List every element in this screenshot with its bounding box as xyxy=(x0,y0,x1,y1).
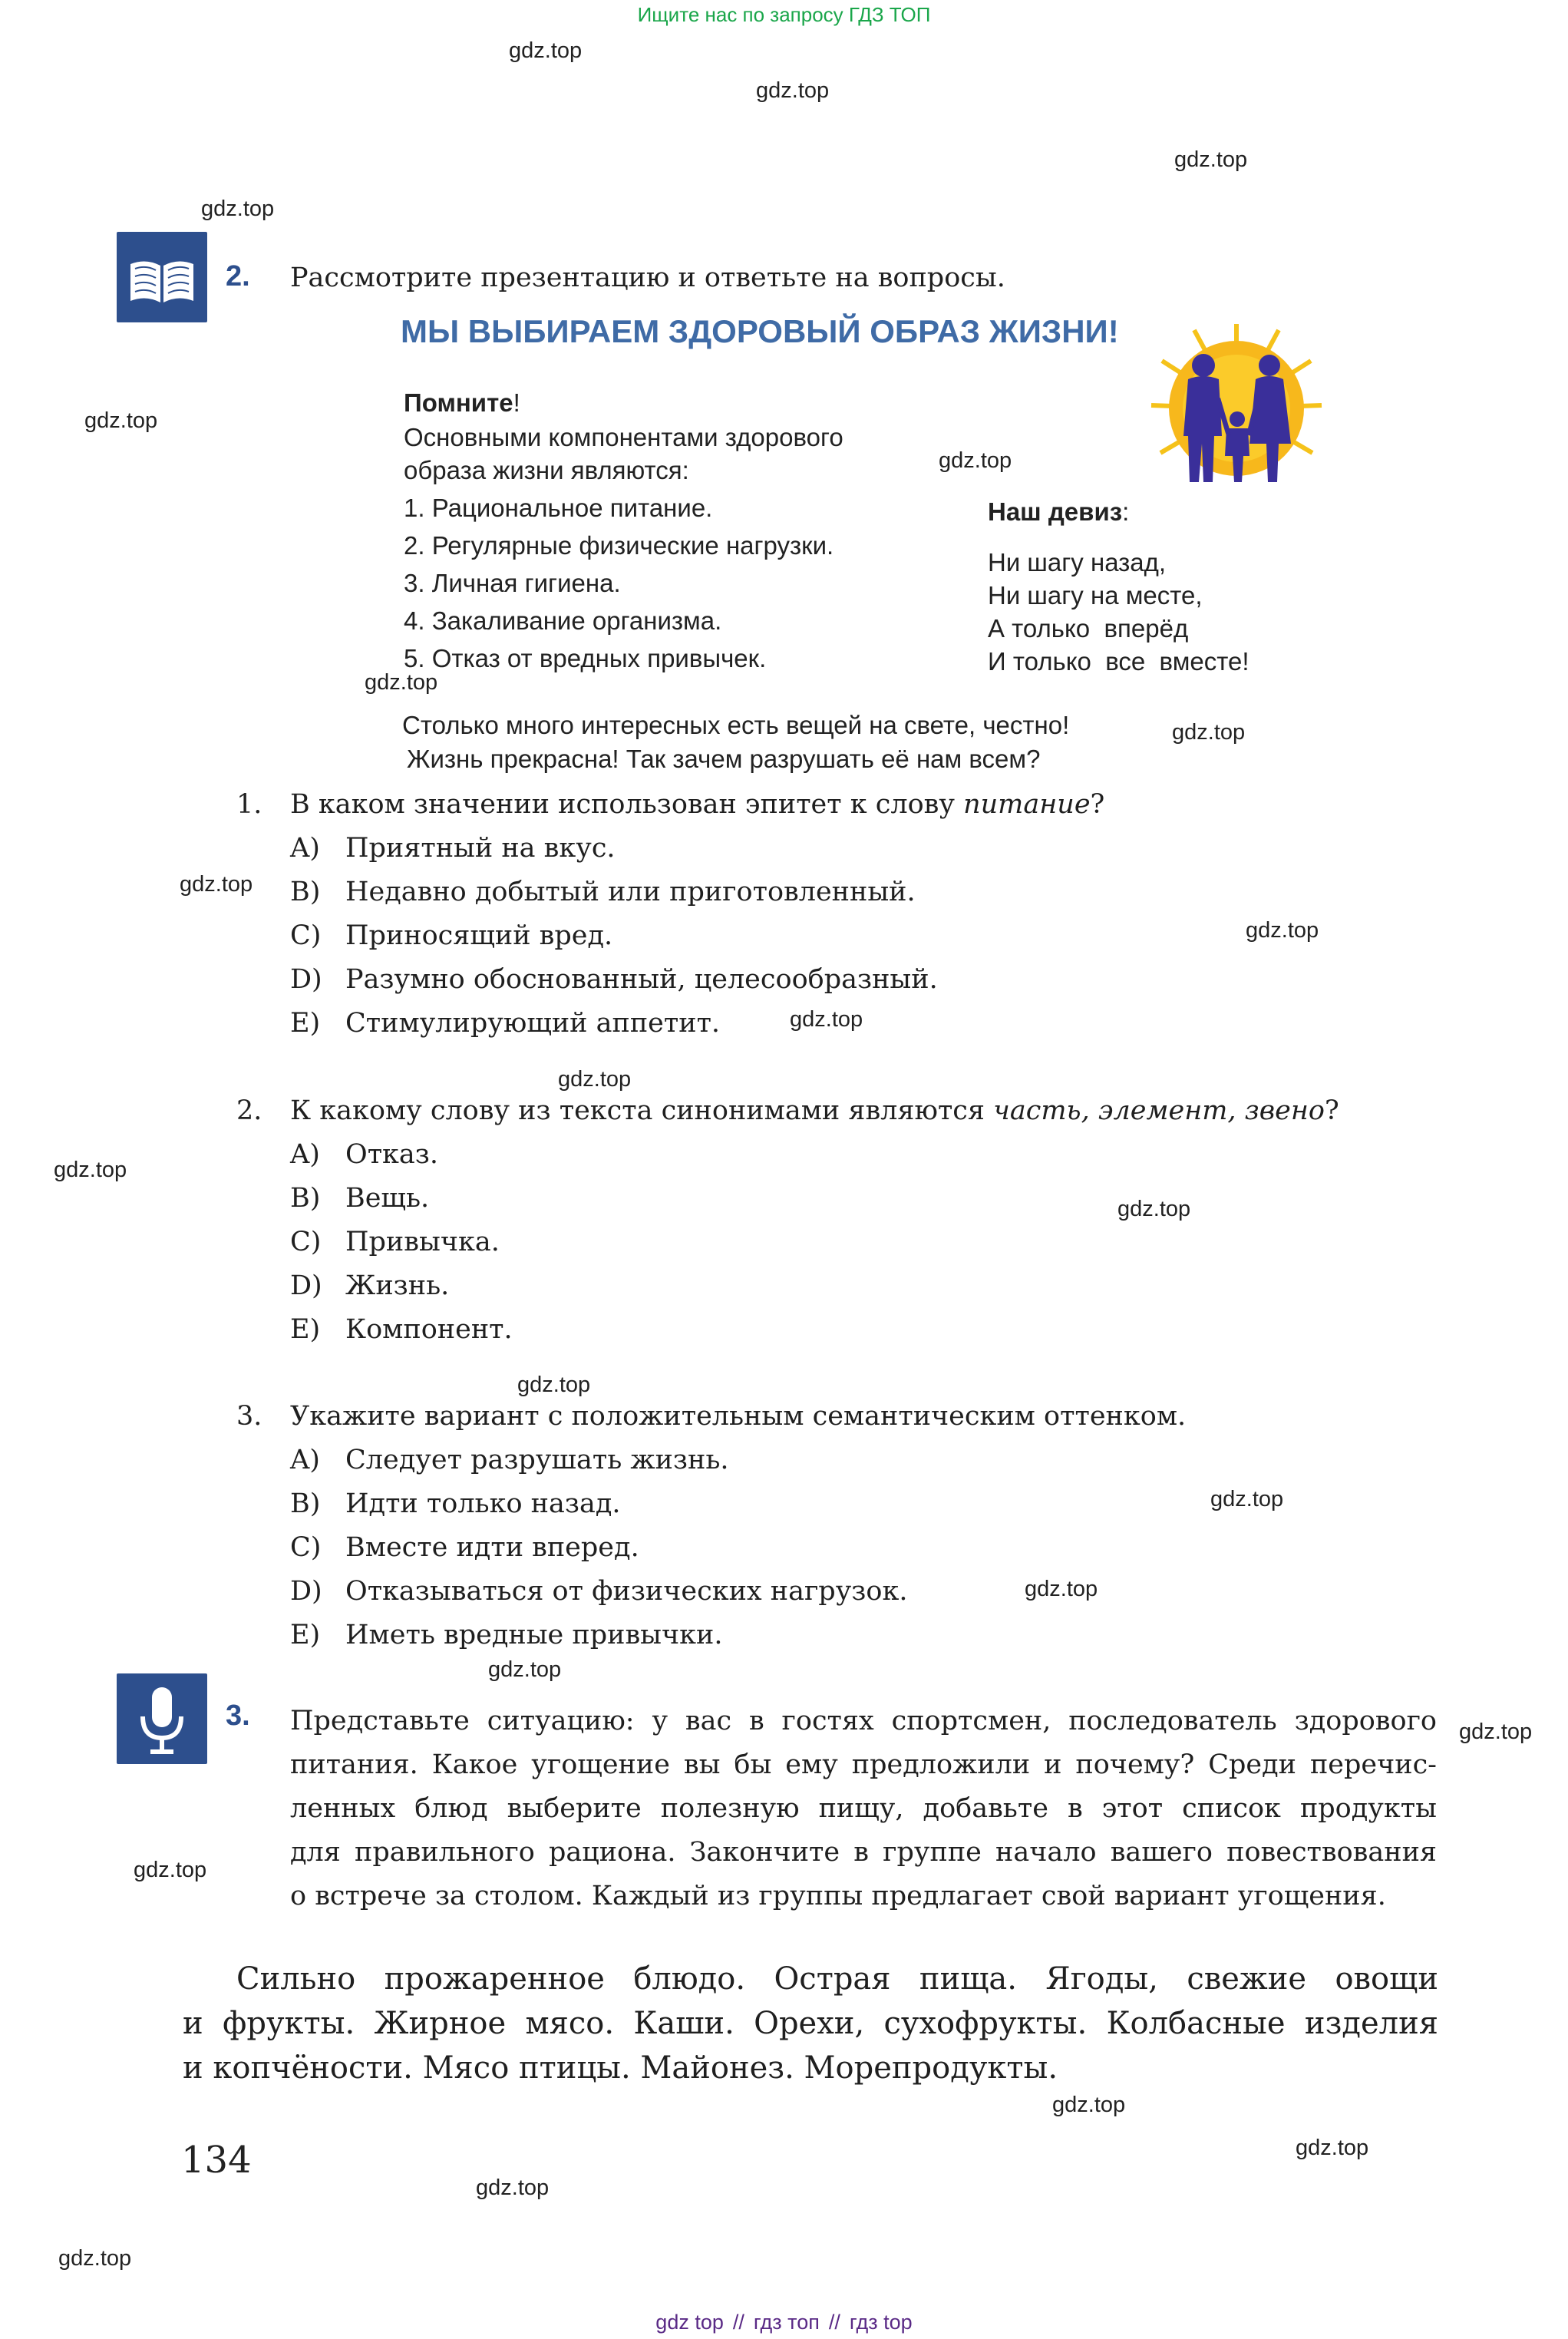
watermark: gdz.top xyxy=(1172,720,1246,745)
footer-link[interactable]: гдз top xyxy=(849,2311,913,2334)
footer-separator: // xyxy=(828,2311,840,2334)
closing-line: Жизнь прекрасна! Так зачем разрушать её нам всем? xyxy=(407,745,1041,773)
component-item: 4. Закаливание организма. xyxy=(404,606,722,635)
task-instruction: Рассмотрите презентацию и ответьте на вопросы. xyxy=(290,263,1005,293)
answer-option: D) Жизнь. xyxy=(290,1270,450,1301)
answer-option: A) Приятный на вкус. xyxy=(290,833,616,864)
watermark: gdz.top xyxy=(1052,2093,1126,2117)
watermark: gdz.top xyxy=(54,1158,127,1182)
motto-line: Ни шагу на месте, xyxy=(988,581,1203,610)
microphone-icon xyxy=(117,1673,207,1764)
motto-line: И только все вместе! xyxy=(988,647,1249,676)
question-text: К какому слову из текста синонимами являются часть, элемент, звено? xyxy=(290,1095,1339,1126)
task3-text: Представьте ситуацию: у вас в гостях спортсмен, последователь здорового питания. Какое угощение вы бы ему предложили и почему? Среди перечис- ленных блюд выберите полезную пищу, добавьте в этот список продукты для правильного рациона. Закончите в группе начало вашего повествования о встрече за столом. Каждый из группы предлагает свой вариант угощения. xyxy=(290,1706,1437,1911)
question-number: 3. xyxy=(236,1401,262,1432)
answer-option: A) Отказ. xyxy=(290,1139,439,1170)
presentation-title: МЫ ВЫБИРАЕМ ЗДОРОВЫЙ ОБРАЗ ЖИЗНИ! xyxy=(401,313,1119,349)
answer-option: C) Привычка. xyxy=(290,1227,500,1257)
watermark: gdz.top xyxy=(476,2175,550,2200)
intro-line: образа жизни являются: xyxy=(404,456,689,484)
watermark: gdz.top xyxy=(1174,147,1248,172)
question-number: 1. xyxy=(236,789,262,820)
watermark: gdz.top xyxy=(517,1373,591,1397)
answer-option: E) Иметь вредные привычки. xyxy=(290,1620,723,1650)
watermark: gdz.top xyxy=(1246,918,1319,943)
intro-line: Основными компонентами здорового xyxy=(404,423,843,451)
watermark: gdz.top xyxy=(939,448,1012,473)
watermark: gdz.top xyxy=(1210,1487,1284,1511)
search-banner: Ищите нас по запросу ГДЗ ТОП xyxy=(637,3,931,26)
page-number: 134 xyxy=(181,2139,252,2182)
component-item: 5. Отказ от вредных привычек. xyxy=(404,644,767,672)
watermark: gdz.top xyxy=(790,1007,863,1032)
answer-option: B) Недавно добытый или приготовленный. xyxy=(290,877,916,907)
component-item: 2. Регулярные физические нагрузки. xyxy=(404,531,834,560)
footer-links xyxy=(0,2311,1568,2334)
watermark: gdz.top xyxy=(1117,1197,1191,1221)
food-list-text: Сильно прожаренное блюдо. Острая пища. Ягоды, свежие овощи и фрукты. Жирное мясо. Каши. Орехи, сухофрукты. Колбасные изделия и копчёности. Мясо птицы. Майонез. Морепродукты. xyxy=(183,1961,1438,2086)
watermark: gdz.top xyxy=(1459,1720,1533,1744)
motto-heading: Наш девиз: xyxy=(988,497,1130,526)
footer-link[interactable]: гдз топ xyxy=(753,2311,820,2334)
watermark: gdz.top xyxy=(365,670,438,695)
watermark: gdz.top xyxy=(756,78,830,103)
answer-option: C) Приносящий вред. xyxy=(290,920,613,951)
footer-link[interactable]: gdz top xyxy=(655,2311,724,2334)
book-icon xyxy=(117,232,207,322)
family-sun-image xyxy=(1148,321,1325,496)
watermark: gdz.top xyxy=(1296,2136,1369,2160)
question-number: 2. xyxy=(236,1095,262,1126)
answer-option: D) Отказываться от физических нагрузок. xyxy=(290,1576,908,1607)
answer-option: A) Следует разрушать жизнь. xyxy=(290,1445,729,1475)
closing-line: Столько много интересных есть вещей на свете, честно! xyxy=(402,711,1070,739)
motto-line: Ни шагу назад, xyxy=(988,548,1167,576)
remember-heading: Помните! xyxy=(404,388,520,417)
watermark: gdz.top xyxy=(509,38,583,63)
watermark: gdz.top xyxy=(180,872,253,897)
watermark: gdz.top xyxy=(488,1657,562,1682)
answer-option: E) Стимулирующий аппетит. xyxy=(290,1008,721,1039)
task-number: 2. xyxy=(226,260,250,292)
answer-option: C) Вместе идти вперед. xyxy=(290,1532,639,1563)
watermark: gdz.top xyxy=(1025,1577,1098,1601)
watermark: gdz.top xyxy=(558,1067,632,1092)
component-item: 3. Личная гигиена. xyxy=(404,569,621,597)
question-text: Укажите вариант с положительным семантическим оттенком. xyxy=(290,1401,1187,1432)
watermark: gdz.top xyxy=(84,408,158,433)
motto-line: А только вперёд xyxy=(988,614,1189,643)
watermark: gdz.top xyxy=(134,1858,207,1882)
answer-option: B) Вещь. xyxy=(290,1183,430,1214)
answer-option: B) Идти только назад. xyxy=(290,1488,621,1519)
answer-option: E) Компонент. xyxy=(290,1314,513,1345)
answer-option: D) Разумно обоснованный, целесообразный. xyxy=(290,964,938,995)
task-number: 3. xyxy=(226,1700,250,1732)
component-item: 1. Рациональное питание. xyxy=(404,494,713,522)
question-text: В каком значении использован эпитет к слову питание? xyxy=(290,789,1105,820)
footer-separator: // xyxy=(732,2311,744,2334)
watermark: gdz.top xyxy=(201,197,275,221)
watermark: gdz.top xyxy=(58,2246,132,2271)
